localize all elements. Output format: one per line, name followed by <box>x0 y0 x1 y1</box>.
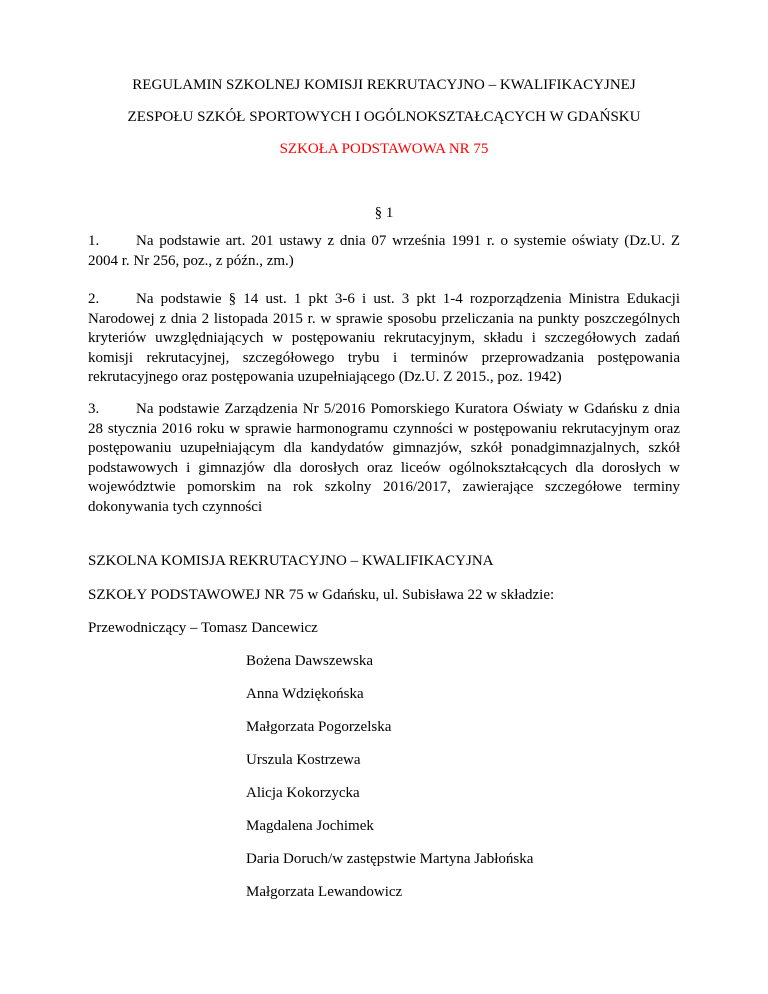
commission-chair: Przewodniczący – Tomasz Dancewicz <box>88 620 318 636</box>
member-item: Alicja Kokorzycka <box>246 785 360 801</box>
paragraph-1 <box>88 232 680 271</box>
commission-school: SZKOŁY PODSTAWOWEJ NR 75 w Gdańsku, ul. Subisława 22 w składzie: <box>88 587 555 603</box>
header-title-line1: REGULAMIN SZKOLNEJ KOMISJI REKRUTACYJNO – KWALIFIKACYJNEJ <box>132 77 636 93</box>
header-title-line2: ZESPOŁU SZKÓŁ SPORTOWYCH I OGÓLNOKSZTAŁCĄCYCH W GDAŃSKU <box>127 109 641 125</box>
paragraph-3 <box>88 400 680 517</box>
paragraph-text: Na podstawie Zarządzenia Nr 5/2016 Pomorskiego Kuratora Oświaty w Gdańsku z dnia 28 stycznia 2016 roku w sprawie harmonogramu czynności w postępowaniu rekrutacyjnym oraz postępowaniu uzupełniającym dla kandydatów gimnazjów, szkół ponadgimnazjalnych, szkół podstawowych i gimnazjów dla dorosłych oraz liceów ogólnokształcących dla dorosłych w województwie pomorskim na rok szkolny 2016/2017, zawierające szczegółowe terminy dokonywania tych czynności <box>88 401 680 515</box>
member-item: Małgorzata Pogorzelska <box>246 719 392 735</box>
document-page <box>88 0 680 994</box>
section-mark: § 1 <box>374 205 394 221</box>
member-item: Daria Doruch/w zastępstwie Martyna Jabłońska <box>246 851 534 867</box>
member-item: Anna Wdziękońska <box>246 686 364 702</box>
paragraph-2 <box>88 290 680 388</box>
commission-title: SZKOLNA KOMISJA REKRUTACYJNO – KWALIFIKACYJNA <box>88 553 494 569</box>
paragraph-text: Na podstawie art. 201 ustawy z dnia 07 września 1991 r. o systemie oświaty (Dz.U. Z 2004 r. Nr 256, poz., z późn., zm.) <box>88 233 680 269</box>
member-item: Urszula Kostrzewa <box>246 752 361 768</box>
paragraph-number: 3. <box>88 401 100 417</box>
header-school-name: SZKOŁA PODSTAWOWA NR 75 <box>279 141 489 157</box>
member-item: Magdalena Jochimek <box>246 818 374 834</box>
member-item: Bożena Dawszewska <box>246 653 374 669</box>
paragraph-number: 1. <box>88 233 100 249</box>
paragraph-number: 2. <box>88 291 100 307</box>
paragraph-text: Na podstawie § 14 ust. 1 pkt 3-6 i ust. 3 pkt 1-4 rozporządzenia Ministra Edukacji Narodowej z dnia 2 listopada 2015 r. w sprawie sposobu przeliczania na punkty poszczególnych kryteriów uwzględniających w postępowaniu rekrutacyjnym, składu i szczegółowych zadań komisji rekrutacyjnej, szczegółowego trybu i terminów przeprowadzania postępowania rekrutacyjnego oraz postępowania uzupełniającego (Dz.U. Z 2015., poz. 1942) <box>88 291 680 385</box>
member-item: Małgorzata Lewandowicz <box>246 884 403 900</box>
